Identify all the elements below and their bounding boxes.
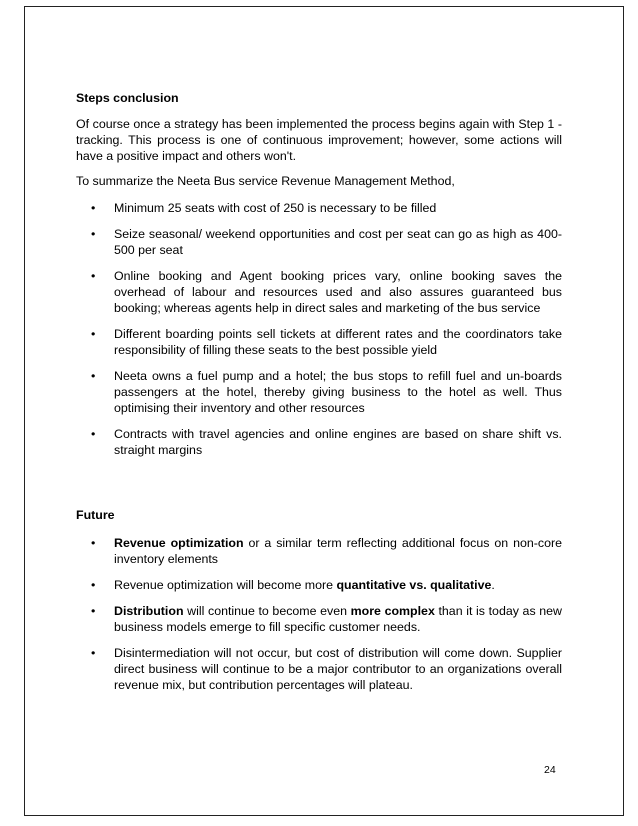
bullet-text: Different boarding points sell tickets at different rates and the coordinators take responsibility of filling these seats to the best possible yield [114,327,562,357]
bullet-icon: • [91,536,96,550]
list-item [76,426,562,458]
bold-term: Revenue optimization [114,536,244,550]
bullet-text: than it is today as new business models emerge to fill specific customer needs. [114,604,562,634]
list-item [76,268,562,316]
bold-term: quantitative vs. qualitative [336,578,492,592]
bullet-text: will continue to become even [183,604,351,618]
summary-lead: To summarize the Neeta Bus service Revenue Management Method, [76,174,455,188]
steps-heading: Steps conclusion [76,91,179,105]
bullet-icon: • [91,327,96,341]
list-item [76,535,562,567]
list-item [76,200,562,216]
bullet-text: Contracts with travel agencies and online engines are based on share shift vs. straight margins [114,427,562,457]
list-item [76,326,562,358]
bullet-text: Revenue optimization will become more [114,578,337,592]
list-item [76,603,562,635]
bold-term: Distribution [114,604,184,618]
list-item [76,577,562,593]
steps-intro-paragraph: Of course once a strategy has been implemented the process begins again with Step 1 - tracking. This process is one of continuous improvement; however, some actions will have a positive impact and others won't. [76,117,562,163]
bullet-icon: • [91,201,96,215]
bullet-icon: • [91,604,96,618]
bullet-icon: • [91,578,96,592]
bullet-text: Seize seasonal/ weekend opportunities and cost per seat can go as high as 400-500 per seat [114,227,562,257]
bullet-text: Online booking and Agent booking prices vary, online booking saves the overhead of labour and resources used and also assures guaranteed bus booking; whereas agents help in direct sales and marketing of the bus service [114,269,562,315]
bullet-icon: • [91,646,96,660]
bold-term: more complex [350,604,435,618]
bullet-text: . [491,578,495,592]
page-number: 24 [544,764,556,776]
bullet-icon: • [91,227,96,241]
list-item [76,226,562,258]
bullet-icon: • [91,369,96,383]
bullet-text: Minimum 25 seats with cost of 250 is necessary to be filled [114,201,437,215]
future-heading: Future [76,508,115,522]
bullet-text: Neeta owns a fuel pump and a hotel; the bus stops to refill fuel and un-boards passengers at the hotel, thereby giving business to the hotel as well. Thus optimising their inventory and other resources [114,369,562,415]
bullet-text: Disintermediation will not occur, but cost of distribution will come down. Supplier direct business will continue to be a major contributor to an organizations overall revenue mix, but contribution percentages will plateau. [114,646,562,692]
future-section [76,507,562,703]
steps-section [76,90,562,468]
future-bullet-list [76,535,562,693]
bullet-icon: • [91,269,96,283]
bullet-icon: • [91,427,96,441]
list-item [76,368,562,416]
summary-bullet-list [76,200,562,458]
list-item [76,645,562,693]
bullet-text: or a similar term reflecting additional focus on non-core inventory elements [114,536,562,566]
